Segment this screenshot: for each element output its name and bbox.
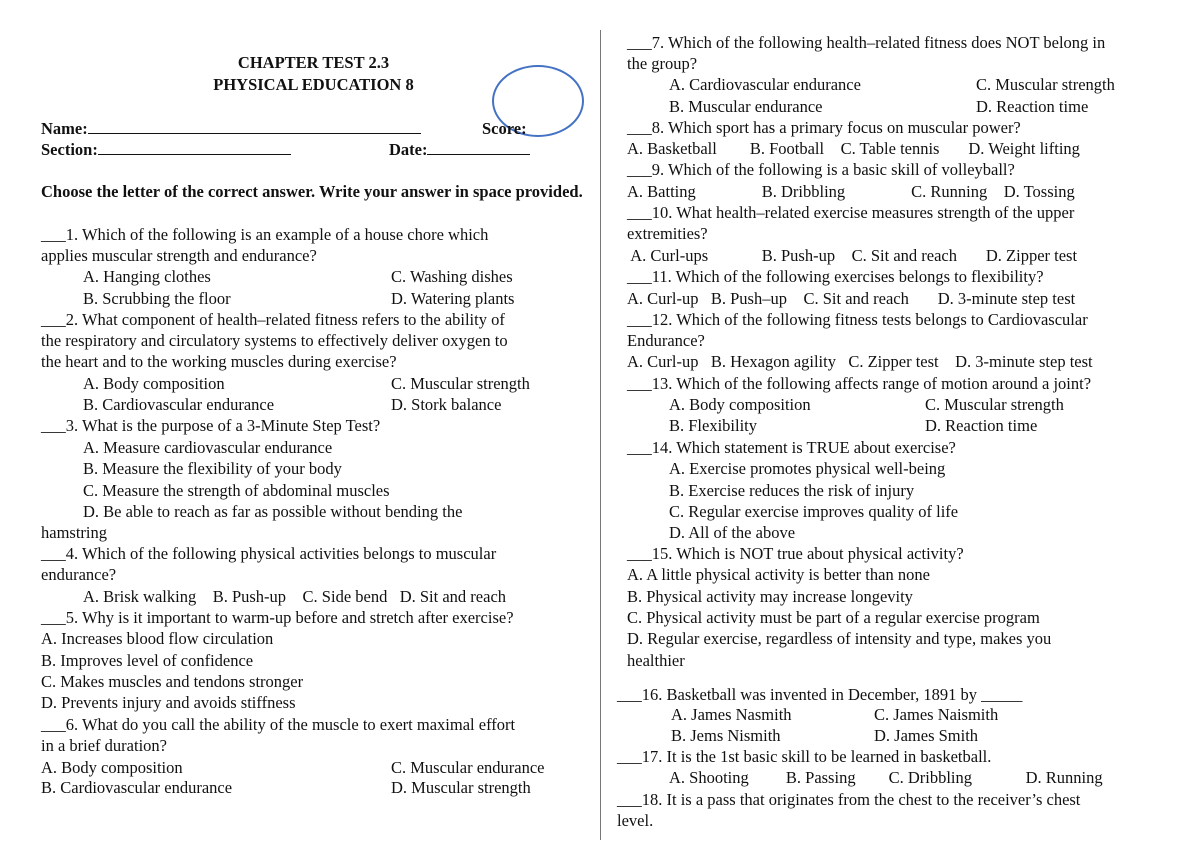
answer-option: D. Muscular strength <box>391 778 531 797</box>
name-label: Name: <box>41 119 88 138</box>
question-line: extremities? <box>627 224 708 243</box>
question-line: applies muscular strength and endurance? <box>41 246 317 265</box>
answer-option: A. Measure cardiovascular endurance <box>83 438 333 457</box>
answer-option: D. Stork balance <box>391 395 502 414</box>
question-line: ___18. It is a pass that originates from the chest to the receiver’s chest <box>617 790 1081 809</box>
page-subtitle: PHYSICAL EDUCATION 8 <box>213 75 414 94</box>
question-line: ___3. What is the purpose of a 3-Minute Step Test? <box>41 416 381 435</box>
answer-option: D. Prevents injury and avoids stiffness <box>41 693 296 712</box>
answer-option: B. Cardiovascular endurance <box>41 778 233 797</box>
answer-option: A. Exercise promotes physical well-being <box>669 459 946 478</box>
answer-option: D. All of the above <box>669 523 796 542</box>
answer-option: B. Muscular endurance <box>669 97 823 116</box>
answer-option: A. James Nasmith <box>671 705 792 724</box>
answer-option: A. Batting B. Dribbling C. Running D. Tossing <box>627 182 1075 201</box>
answer-option: D. Reaction time <box>925 416 1038 435</box>
answer-option: A. Shooting B. Passing C. Dribbling D. Running <box>669 768 1103 787</box>
question-line: ___1. Which of the following is an example of a house chore which <box>41 225 489 244</box>
answer-option: B. Physical activity may increase longevity <box>627 587 913 606</box>
answer-option: B. Measure the flexibility of your body <box>83 459 342 478</box>
answer-option: A. A little physical activity is better than none <box>627 565 930 584</box>
answer-option: A. Curl-ups B. Push-up C. Sit and reach D. Zipper test <box>627 246 1078 265</box>
question-line: endurance? <box>41 565 117 584</box>
answer-option: A. Increases blood flow circulation <box>41 629 274 648</box>
answer-option: C. Regular exercise improves quality of life <box>669 502 959 521</box>
answer-option: A. Curl-up B. Push–up C. Sit and reach D. 3-minute step test <box>627 289 1076 308</box>
question-line: ___14. Which statement is TRUE about exercise? <box>627 438 956 457</box>
answer-option: D. Watering plants <box>391 289 515 308</box>
answer-option: B. Scrubbing the floor <box>83 289 231 308</box>
question-line: the group? <box>627 54 698 73</box>
answer-option: A. Basketball B. Football C. Table tennis D. Weight lifting <box>627 139 1080 158</box>
question-line: ___16. Basketball was invented in December, 1891 by _____ <box>617 685 1023 704</box>
answer-option: C. Washing dishes <box>391 267 513 286</box>
answer-option: C. Muscular endurance <box>391 758 545 777</box>
answer-option: A. Curl-up B. Hexagon agility C. Zipper test D. 3-minute step test <box>627 352 1093 371</box>
question-line: ___4. Which of the following physical activities belongs to muscular <box>41 544 497 563</box>
answer-option: D. Regular exercise, regardless of intensity and type, makes you <box>627 629 1052 648</box>
question-line: ___13. Which of the following affects range of motion around a joint? <box>627 374 1092 393</box>
question-line: ___11. Which of the following exercises belongs to flexibility? <box>627 267 1044 286</box>
question-line: ___10. What health–related exercise measures strength of the upper <box>627 203 1075 222</box>
question-line: ___2. What component of health–related fitness refers to the ability of <box>41 310 505 329</box>
answer-option: D. Be able to reach as far as possible without bending the <box>83 502 463 521</box>
section-field[interactable] <box>41 139 291 160</box>
question-line: level. <box>617 811 654 830</box>
question-line: in a brief duration? <box>41 736 167 755</box>
answer-option: C. Makes muscles and tendons stronger <box>41 672 304 691</box>
question-line: ___17. It is the 1st basic skill to be learned in basketball. <box>617 747 992 766</box>
answer-option: C. Muscular strength <box>391 374 530 393</box>
score-label: Score: <box>482 119 527 138</box>
answer-option: B. Improves level of confidence <box>41 651 254 670</box>
answer-option: C. Measure the strength of abdominal muscles <box>83 481 390 500</box>
date-label: Date: <box>389 140 428 159</box>
question-line: ___6. What do you call the ability of the muscle to exert maximal effort <box>41 715 516 734</box>
question-line: the respiratory and circulatory systems to effectively deliver oxygen to <box>41 331 508 350</box>
section-label: Section: <box>41 140 98 159</box>
date-field[interactable] <box>389 139 530 160</box>
answer-option: healthier <box>627 651 685 670</box>
answer-option: A. Hanging clothes <box>83 267 211 286</box>
answer-option: C. Muscular strength <box>925 395 1064 414</box>
answer-option: D. Reaction time <box>976 97 1089 116</box>
answer-option: hamstring <box>41 523 107 542</box>
answer-option: C. Muscular strength <box>976 75 1115 94</box>
answer-option: B. Flexibility <box>669 416 758 435</box>
question-line: ___8. Which sport has a primary focus on muscular power? <box>627 118 1021 137</box>
answer-option: B. Exercise reduces the risk of injury <box>669 481 915 500</box>
answer-option: A. Body composition <box>669 395 811 414</box>
page-title: CHAPTER TEST 2.3 <box>237 53 390 72</box>
question-line: ___7. Which of the following health–related fitness does NOT belong in <box>627 33 1106 52</box>
answer-option: C. James Naismith <box>874 705 999 724</box>
answer-option: A. Body composition <box>41 758 183 777</box>
question-line: ___9. Which of the following is a basic skill of volleyball? <box>627 160 1015 179</box>
answer-option: A. Cardiovascular endurance <box>669 75 861 94</box>
answer-option: B. Jems Nismith <box>671 726 781 745</box>
name-field[interactable] <box>41 118 421 139</box>
answer-option: A. Brisk walking B. Push-up C. Side bend D. Sit and reach <box>83 587 507 606</box>
column-divider <box>600 30 601 840</box>
question-line: ___15. Which is NOT true about physical activity? <box>627 544 964 563</box>
answer-option: A. Body composition <box>83 374 225 393</box>
answer-option: B. Cardiovascular endurance <box>83 395 275 414</box>
instructions: Choose the letter of the correct answer. Write your answer in space provided. <box>41 182 583 201</box>
question-line: Endurance? <box>627 331 705 350</box>
question-line: ___5. Why is it important to warm-up before and stretch after exercise? <box>41 608 514 627</box>
question-line: ___12. Which of the following fitness tests belongs to Cardiovascular <box>627 310 1088 329</box>
answer-option: D. James Smith <box>874 726 979 745</box>
answer-option: C. Physical activity must be part of a regular exercise program <box>627 608 1040 627</box>
question-line: the heart and to the working muscles during exercise? <box>41 352 397 371</box>
